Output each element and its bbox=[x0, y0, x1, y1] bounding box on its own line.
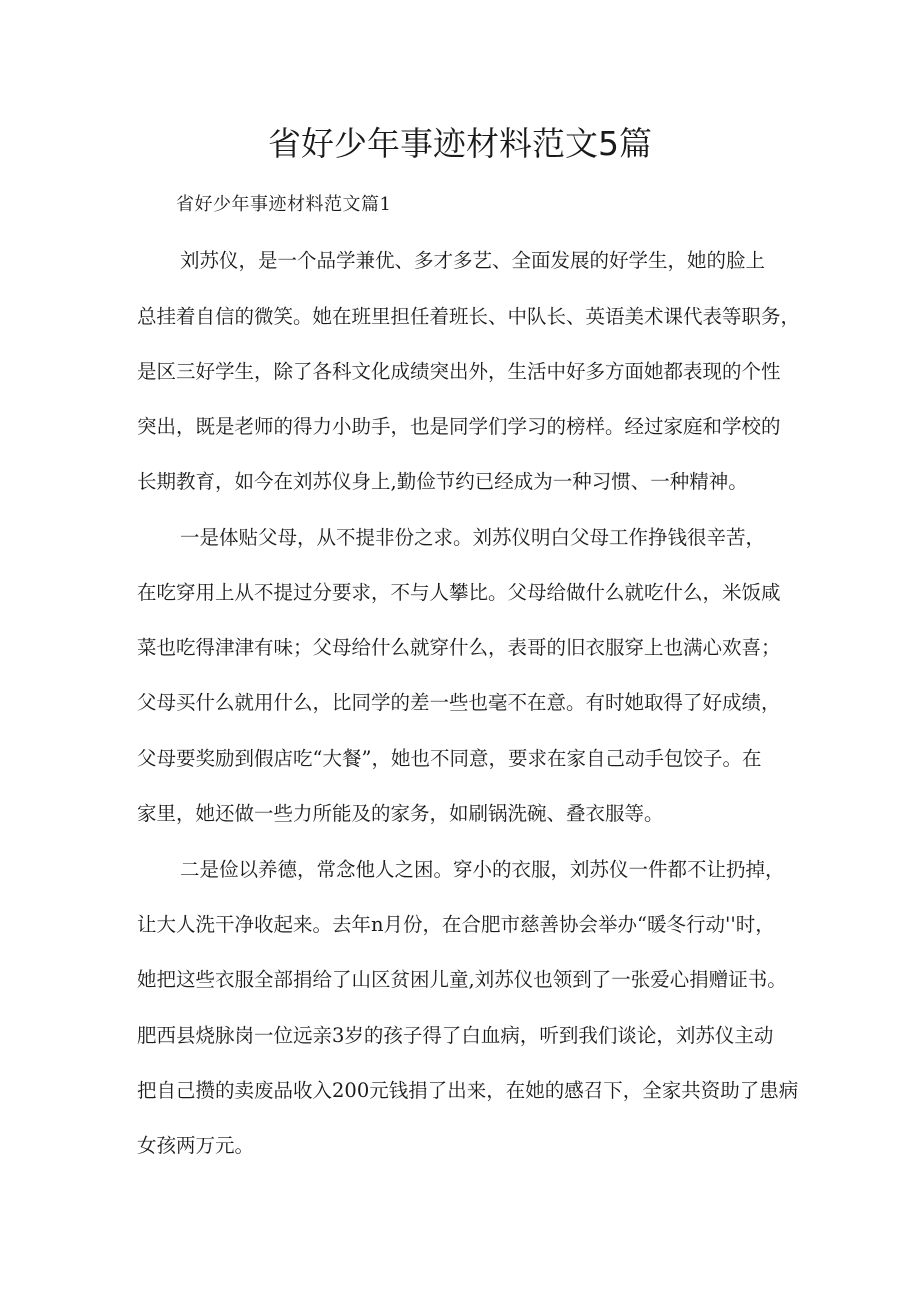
paragraph-line: 父母要奖励到假店吃“大餐”，她也不同意，要求在家自己动手包饺子。在 bbox=[137, 747, 762, 770]
paragraph-line: 菜也吃得津津有味；父母给什么就穿什么，表哥的旧衣服穿上也满心欢喜； bbox=[137, 636, 781, 659]
paragraph-line: 她把这些衣服全部捐给了山区贫困儿童,刘苏仪也领到了一张爱心捐赠证书。 bbox=[137, 968, 787, 991]
paragraph-line: 二是俭以养德，常念他人之困。穿小的衣服，刘苏仪一件都不让扔掉， bbox=[180, 858, 785, 881]
paragraph-line: 让大人洗干净收起来。去年n月份，在合肥市慈善协会举办“暖冬行动''时， bbox=[137, 913, 775, 936]
paragraph-line: 是区三好学生，除了各科文化成绩突出外，生活中好多方面她都表现的个性 bbox=[137, 360, 781, 383]
paragraph-line: 总挂着自信的微笑。她在班里担任着班长、中队长、英语美术课代表等职务， bbox=[137, 305, 801, 328]
paragraph-line: 把自己攒的卖废品收入200元钱捐了出来，在她的感召下，全家共资助了患病 bbox=[137, 1079, 799, 1102]
paragraph-line: 在吃穿用上从不提过分要求，不与人攀比。父母给做什么就吃什么，米饭咸 bbox=[137, 581, 781, 604]
paragraph-line: 长期教育，如今在刘苏仪身上,勤俭节约已经成为一种习惯、一种精神。 bbox=[137, 470, 748, 493]
section-heading: 省好少年事迹材料范文篇1 bbox=[176, 194, 392, 215]
paragraph-line: 一是体贴父母，从不提非份之求。刘苏仪明白父母工作挣钱很辛苦， bbox=[180, 526, 766, 549]
paragraph-line: 刘苏仪，是一个品学兼优、多才多艺、全面发展的好学生，她的脸上 bbox=[180, 249, 766, 272]
paragraph-line: 肥西县烧脉岗一位远亲3岁的孩子得了白血病，听到我们谈论，刘苏仪主动 bbox=[137, 1024, 774, 1047]
document-title: 省好少年事迹材料范文5篇 bbox=[268, 124, 652, 163]
paragraph-line: 家里，她还做一些力所能及的家务，如刷锅洗碗、叠衣服等。 bbox=[137, 802, 664, 825]
paragraph-line: 父母买什么就用什么，比同学的差一些也毫不在意。有时她取得了好成绩， bbox=[137, 691, 781, 714]
paragraph-line: 突出，既是老师的得力小助手，也是同学们学习的榜样。经过家庭和学校的 bbox=[137, 415, 781, 438]
paragraph-line: 女孩两万元。 bbox=[137, 1134, 255, 1157]
